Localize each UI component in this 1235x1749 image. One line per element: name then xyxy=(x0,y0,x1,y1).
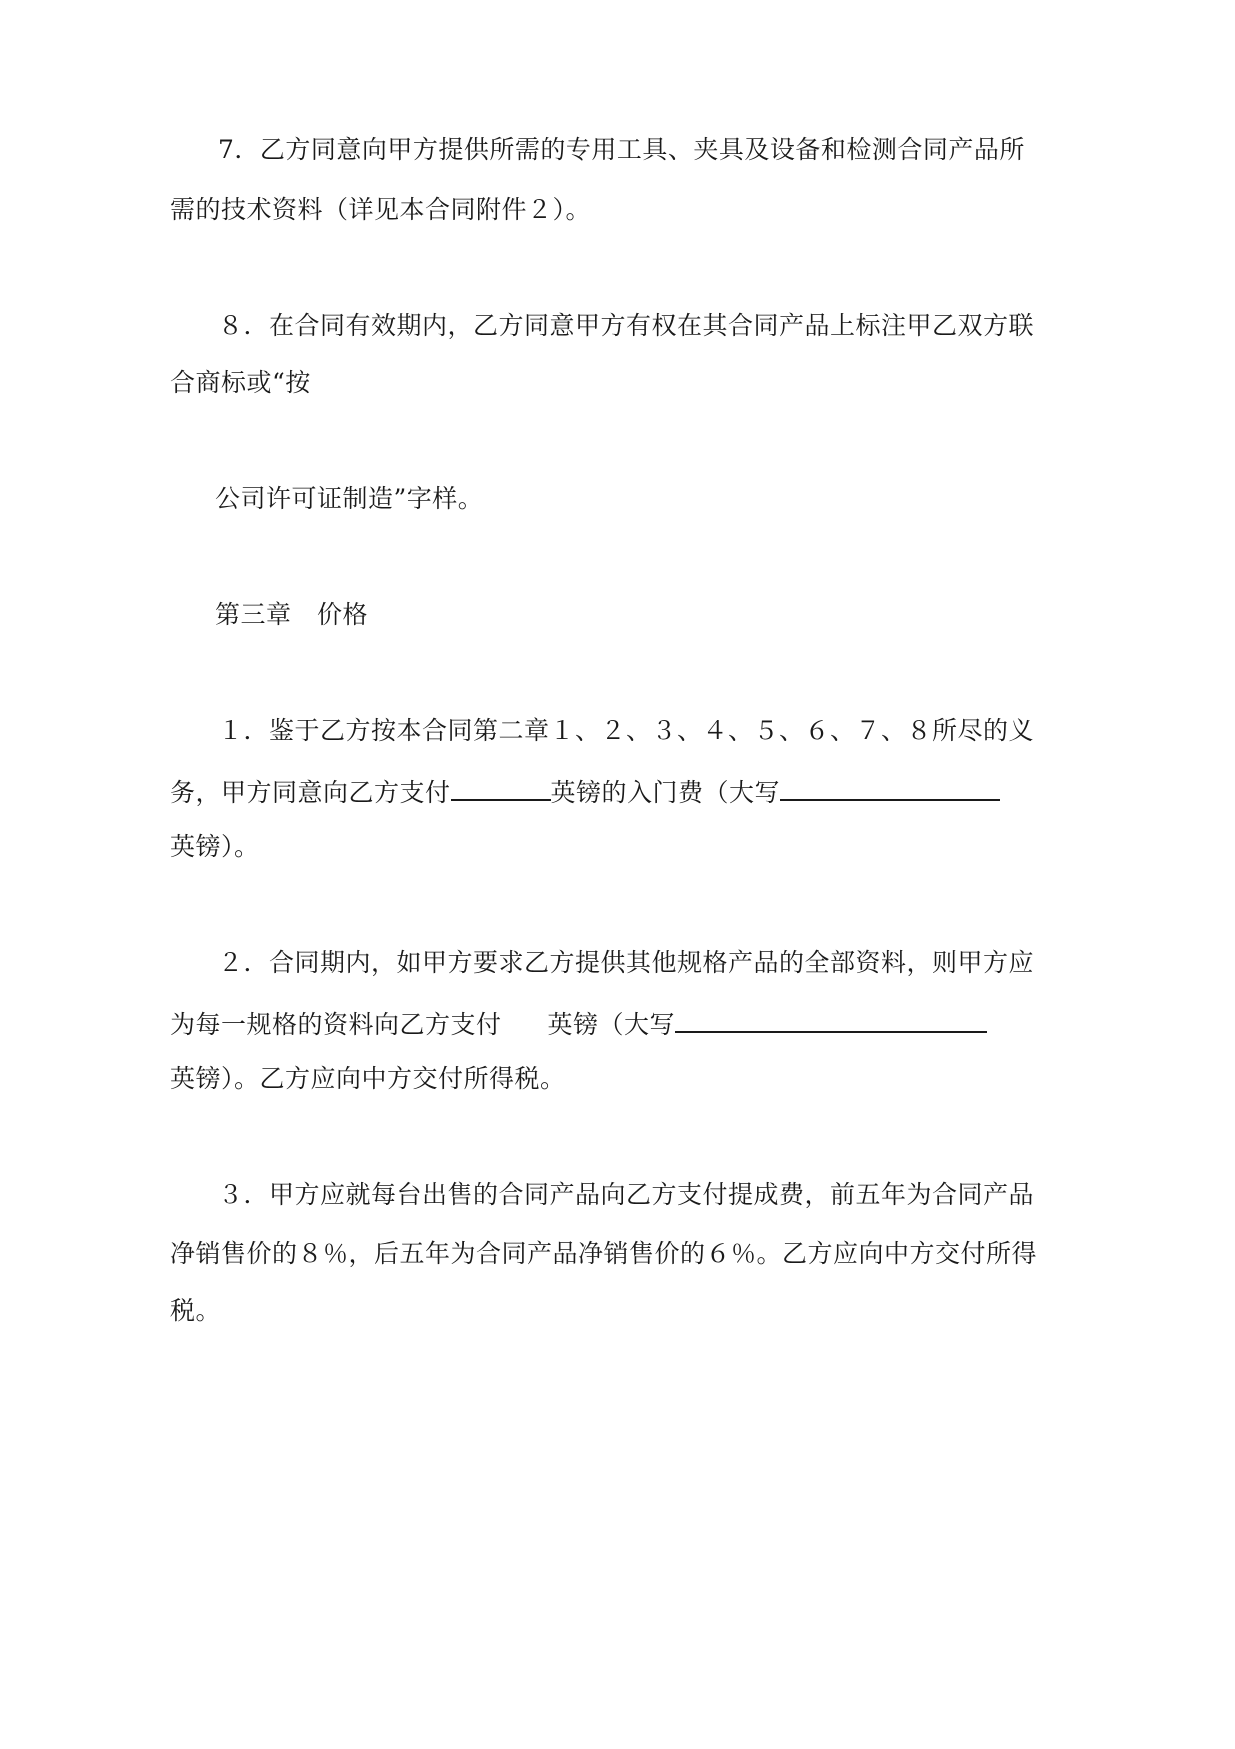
price-clause-3-line-2: 净销售价的８％，后五年为合同产品净销售价的６％。乙方应向中方交付所得 xyxy=(170,1239,1038,1268)
amount-in-words-blank-2[interactable] xyxy=(675,1007,987,1033)
price-clause-2-text-a: 为每一规格的资料向乙方支付 xyxy=(170,1010,502,1039)
price-clause-1-text-a: 务，甲方同意向乙方支付 xyxy=(170,778,451,807)
clause-8-line-3: 公司许可证制造”字样。 xyxy=(215,484,484,513)
price-clause-1-text-b: 英镑的入门费（大写 xyxy=(550,778,781,807)
amount-in-words-blank-1[interactable] xyxy=(780,775,1000,801)
price-clause-1-line-3: 英镑）。 xyxy=(170,832,260,861)
price-clause-2-text-b: 英镑（大写 xyxy=(547,1010,676,1039)
chapter-3-heading: 第三章 价格 xyxy=(215,600,369,629)
price-clause-1-line-1: １．鉴于乙方按本合同第二章１、２、３、４、５、６、７、８所尽的义 xyxy=(218,716,1035,745)
clause-8-line-1: ８．在合同有效期内，乙方同意甲方有权在其合同产品上标注甲乙双方联 xyxy=(218,311,1035,340)
clause-7-line-2: 需的技术资料（详见本合同附件２）。 xyxy=(170,195,592,224)
clause-7-line-1: 7．乙方同意向甲方提供所需的专用工具、夹具及设备和检测合同产品所 xyxy=(218,135,1025,164)
price-clause-1-line-2 xyxy=(170,775,1000,808)
price-clause-3-line-3: 税。 xyxy=(170,1296,222,1325)
price-clause-2-line-1: ２．合同期内，如甲方要求乙方提供其他规格产品的全部资料，则甲方应 xyxy=(218,948,1035,977)
price-clause-2-line-3: 英镑）。乙方应向中方交付所得税。 xyxy=(170,1064,566,1093)
price-clause-3-line-1: ３．甲方应就每台出售的合同产品向乙方支付提成费，前五年为合同产品 xyxy=(218,1180,1035,1209)
price-clause-2-line-2 xyxy=(170,1007,987,1040)
clause-8-line-2: 合商标或“按 xyxy=(170,368,311,397)
amount-blank-1[interactable] xyxy=(451,775,551,801)
